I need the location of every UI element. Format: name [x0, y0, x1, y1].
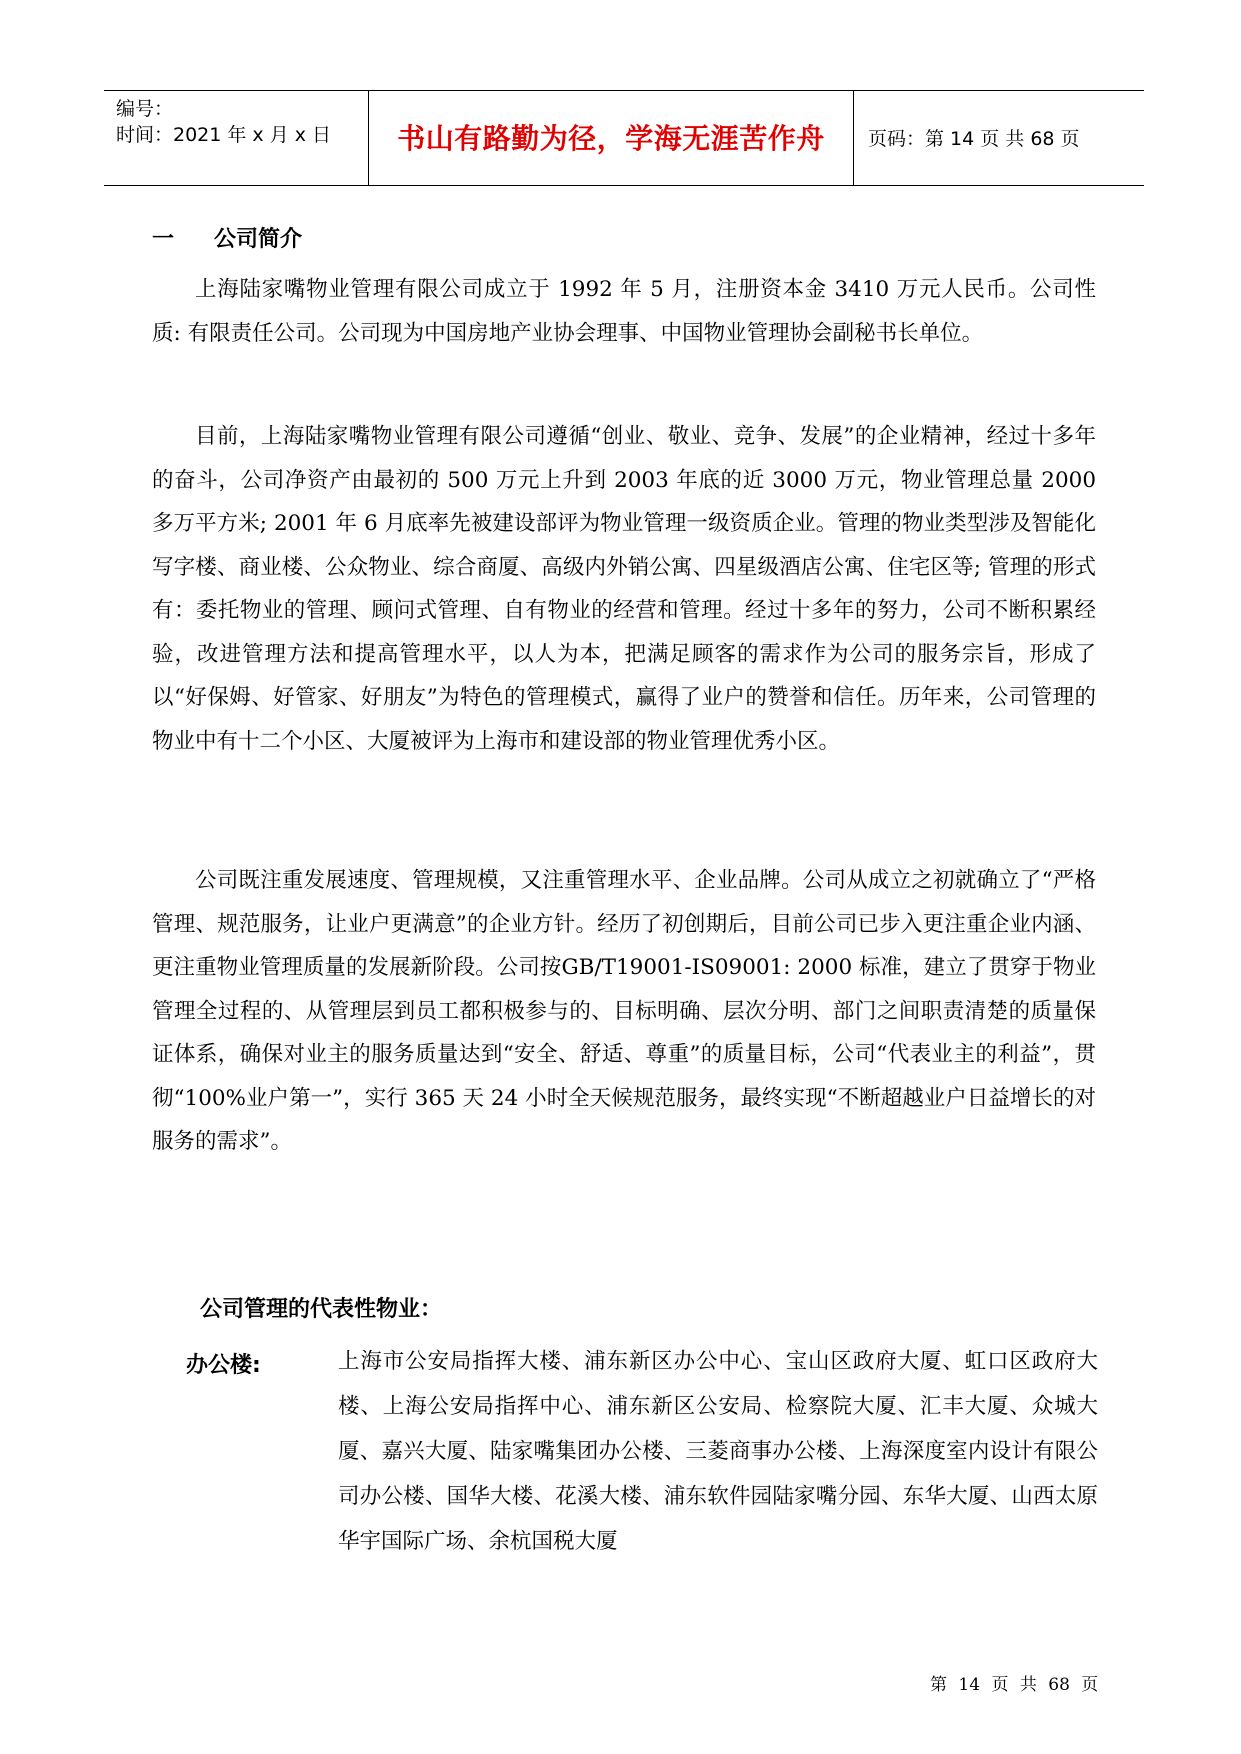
section-title: 公司简介 — [214, 227, 303, 252]
office-buildings-label: 办公楼: — [186, 1353, 261, 1378]
office-buildings-list: 上海市公安局指挥大楼、浦东新区办公中心、宝山区政府大厦、虹口区政府大楼、上海公安局指挥中心、浦东新区公安局、检察院大厦、汇丰大厦、众城大厦、嘉兴大厦、陆家嘴集团办公楼、三菱商事办公楼、上海深度室内设计有限公司办公楼、国华大楼、花溪大楼、浦东软件园陆家嘴分园、东华大厦、山西太原华宇国际广场、余杭国税大厦 — [338, 1349, 1098, 1554]
document-time-label: 时间：2021 年 x 月 x 日 — [116, 124, 332, 146]
header-motto-cell — [368, 91, 854, 185]
representative-properties-heading: 公司管理的代表性物业： — [200, 1297, 443, 1322]
page-footer: 第 14 页 共 68 页 — [930, 1675, 1099, 1695]
page-header — [104, 90, 1144, 186]
header-motto: 书山有路勤为径，学海无涯苦作舟 — [397, 122, 825, 155]
paragraph-history: 目前，上海陆家嘴物业管理有限公司遵循“创业、敬业、竞争、发展”的企业精神，经过十多年的奋斗，公司净资产由最初的 500 万元上升到 2003 年底的近 3000 万元，物业管理总量 2000 多万平方米; 2001 年 6 月底率先被建设部评为物业管理一级资质企业。管理的物业类型涉及智能化写字楼、商业楼、公众物业、综合商厦、高级内外销公寓、四星级酒店公寓、住宅区等; 管理的形式有：委托物业的管理、顾问式管理、自有物业的经营和管理。经过十多年的努力，公司不断积累经验，改进管理方法和提高管理水平，以人为本，把满足顾客的需求作为公司的服务宗旨，形成了以“好保姆、好管家、好朋友”为特色的管理模式，赢得了业户的赞誉和信任。历年来，公司管理的物业中有十二个小区、大厦被评为上海市和建设部的物业管理优秀小区。 — [152, 424, 1096, 754]
document-number-label: 编号： — [116, 98, 174, 120]
paragraph-quality: 公司既注重发展速度、管理规模，又注重管理水平、企业品牌。公司从成立之初就确立了“严格管理、规范服务，让业户更满意”的企业方针。经历了初创期后，目前公司已步入更注重企业内涵、更注重物业管理质量的发展新阶段。公司按GB/T19001-IS09001: 2000 标准，建立了贯穿于物业管理全过程的、从管理层到员工都积极参与的、目标明确、层次分明、部门之间职责清楚的质量保证体系，确保对业主的服务质量达到“安全、舒适、尊重”的质量目标，公司“代表业主的利益”，贯彻“100%业户第一”，实行 365 天 24 小时全天候规范服务，最终实现“不断超越业户日益增长的对服务的需求”。 — [152, 868, 1096, 1154]
section-heading — [152, 222, 302, 253]
header-page-number: 页码：第 14 页 共 68 页 — [868, 128, 1080, 150]
header-meta-cell — [104, 91, 368, 185]
section-number: 一 — [152, 227, 175, 252]
header-page-cell — [854, 91, 1144, 185]
paragraph-intro: 上海陆家嘴物业管理有限公司成立于 1992 年 5 月，注册资本金 3410 万元人民币。公司性质: 有限责任公司。公司现为中国房地产业协会理事、中国物业管理协会副秘书长单位。 — [152, 277, 1096, 346]
